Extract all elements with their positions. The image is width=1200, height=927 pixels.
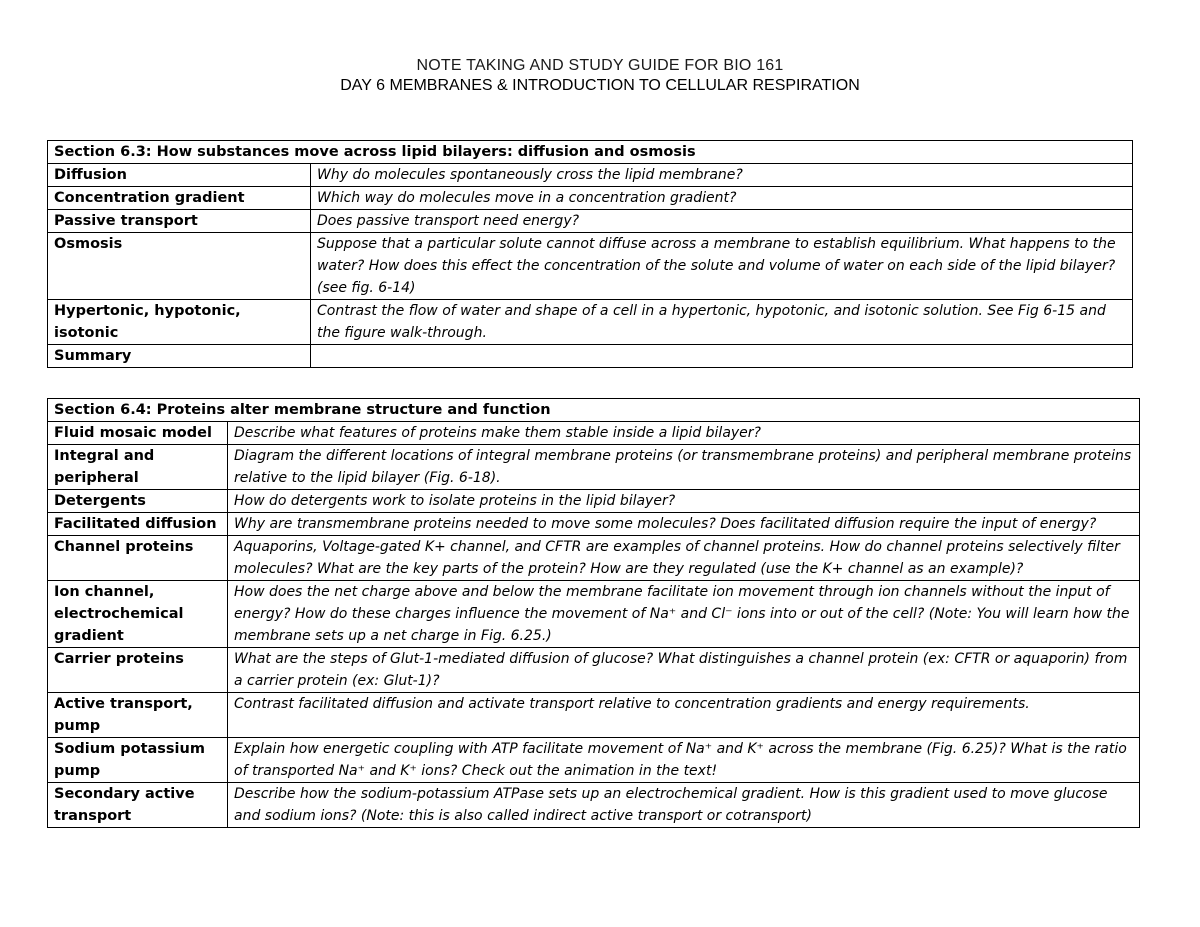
question-cell: Diagram the different locations of integral membrane proteins (or transmembrane proteins) and peripheral membrane proteins relative to the lipid bilayer (Fig. 6-18). [228, 445, 1140, 490]
table-row [48, 233, 1133, 300]
question-cell: Does passive transport need energy? [311, 210, 1133, 233]
term-cell: Channel proteins [48, 536, 228, 581]
question-cell: Describe how the sodium-potassium ATPase sets up an electrochemical gradient. How is this gradient used to move glucose and sodium ions? (Note: this is also called indirect active transport or cotransport) [228, 783, 1140, 828]
section-title: Section 6.3: How substances move across lipid bilayers: diffusion and osmosis [48, 141, 1133, 164]
term-cell: Fluid mosaic model [48, 422, 228, 445]
summary-cell [311, 345, 1133, 368]
table-row [48, 783, 1140, 828]
question-cell: Explain how energetic coupling with ATP facilitate movement of Na⁺ and K⁺ across the membrane (Fig. 6.25)? What is the ratio of transported Na⁺ and K⁺ ions? Check out the animation in the text! [228, 738, 1140, 783]
question-cell: Which way do molecules move in a concentration gradient? [311, 187, 1133, 210]
table-row [48, 164, 1133, 187]
term-cell: Osmosis [48, 233, 311, 300]
table-row [48, 187, 1133, 210]
question-cell: Suppose that a particular solute cannot diffuse across a membrane to establish equilibrium. What happens to the water? How does this effect the concentration of the solute and volume of water on each side of the lipid bilayer? (see fig. 6-14) [311, 233, 1133, 300]
term-cell: Summary [48, 345, 311, 368]
table-row [48, 422, 1140, 445]
question-cell: Describe what features of proteins make them stable inside a lipid bilayer? [228, 422, 1140, 445]
question-cell: Why are transmembrane proteins needed to move some molecules? Does facilitated diffusion require the input of energy? [228, 513, 1140, 536]
term-cell: Active transport, pump [48, 693, 228, 738]
table-row [48, 581, 1140, 648]
section-header-row [48, 399, 1140, 422]
table-row [48, 513, 1140, 536]
section-title: Section 6.4: Proteins alter membrane structure and function [48, 399, 1140, 422]
term-cell: Concentration gradient [48, 187, 311, 210]
term-cell: Sodium potassium pump [48, 738, 228, 783]
page-header [0, 56, 1200, 96]
term-cell: Ion channel, electrochemical gradient [48, 581, 228, 648]
question-cell: Aquaporins, Voltage-gated K+ channel, and CFTR are examples of channel proteins. How do channel proteins selectively filter molecules? What are the key parts of the protein? How are they regulated (use the K+ channel as an example)? [228, 536, 1140, 581]
question-cell: Why do molecules spontaneously cross the lipid membrane? [311, 164, 1133, 187]
term-cell: Hypertonic, hypotonic, isotonic [48, 300, 311, 345]
table-row [48, 693, 1140, 738]
guide-title: NOTE TAKING AND STUDY GUIDE FOR BIO 161 [416, 57, 784, 74]
table-row [48, 738, 1140, 783]
term-cell: Facilitated diffusion [48, 513, 228, 536]
table-row [48, 445, 1140, 490]
section-6-4-table [47, 398, 1140, 828]
term-cell: Diffusion [48, 164, 311, 187]
section-header-row [48, 141, 1133, 164]
table-row [48, 648, 1140, 693]
table-row [48, 536, 1140, 581]
table-row [48, 210, 1133, 233]
question-cell: Contrast the flow of water and shape of a cell in a hypertonic, hypotonic, and isotonic solution. See Fig 6-15 and the figure walk-through. [311, 300, 1133, 345]
term-cell: Secondary active transport [48, 783, 228, 828]
question-cell: What are the steps of Glut-1-mediated diffusion of glucose? What distinguishes a channel protein (ex: CFTR or aquaporin) from a carrier protein (ex: Glut-1)? [228, 648, 1140, 693]
question-cell: How do detergents work to isolate proteins in the lipid bilayer? [228, 490, 1140, 513]
day-title: DAY 6 MEMBRANES & INTRODUCTION TO CELLULAR RESPIRATION [340, 77, 860, 94]
question-cell: Contrast facilitated diffusion and activate transport relative to concentration gradients and energy requirements. [228, 693, 1140, 738]
table-row [48, 300, 1133, 345]
term-cell: Detergents [48, 490, 228, 513]
table-row [48, 490, 1140, 513]
term-cell: Carrier proteins [48, 648, 228, 693]
table-row [48, 345, 1133, 368]
question-cell: How does the net charge above and below the membrane facilitate ion movement through ion channels without the input of energy? How do these charges influence the movement of Na⁺ and Cl⁻ ions into or out of the cell? (Note: You will learn how the membrane sets up a net charge in Fig. 6.25.) [228, 581, 1140, 648]
term-cell: Passive transport [48, 210, 311, 233]
section-6-3-table [47, 140, 1133, 368]
term-cell: Integral and peripheral [48, 445, 228, 490]
